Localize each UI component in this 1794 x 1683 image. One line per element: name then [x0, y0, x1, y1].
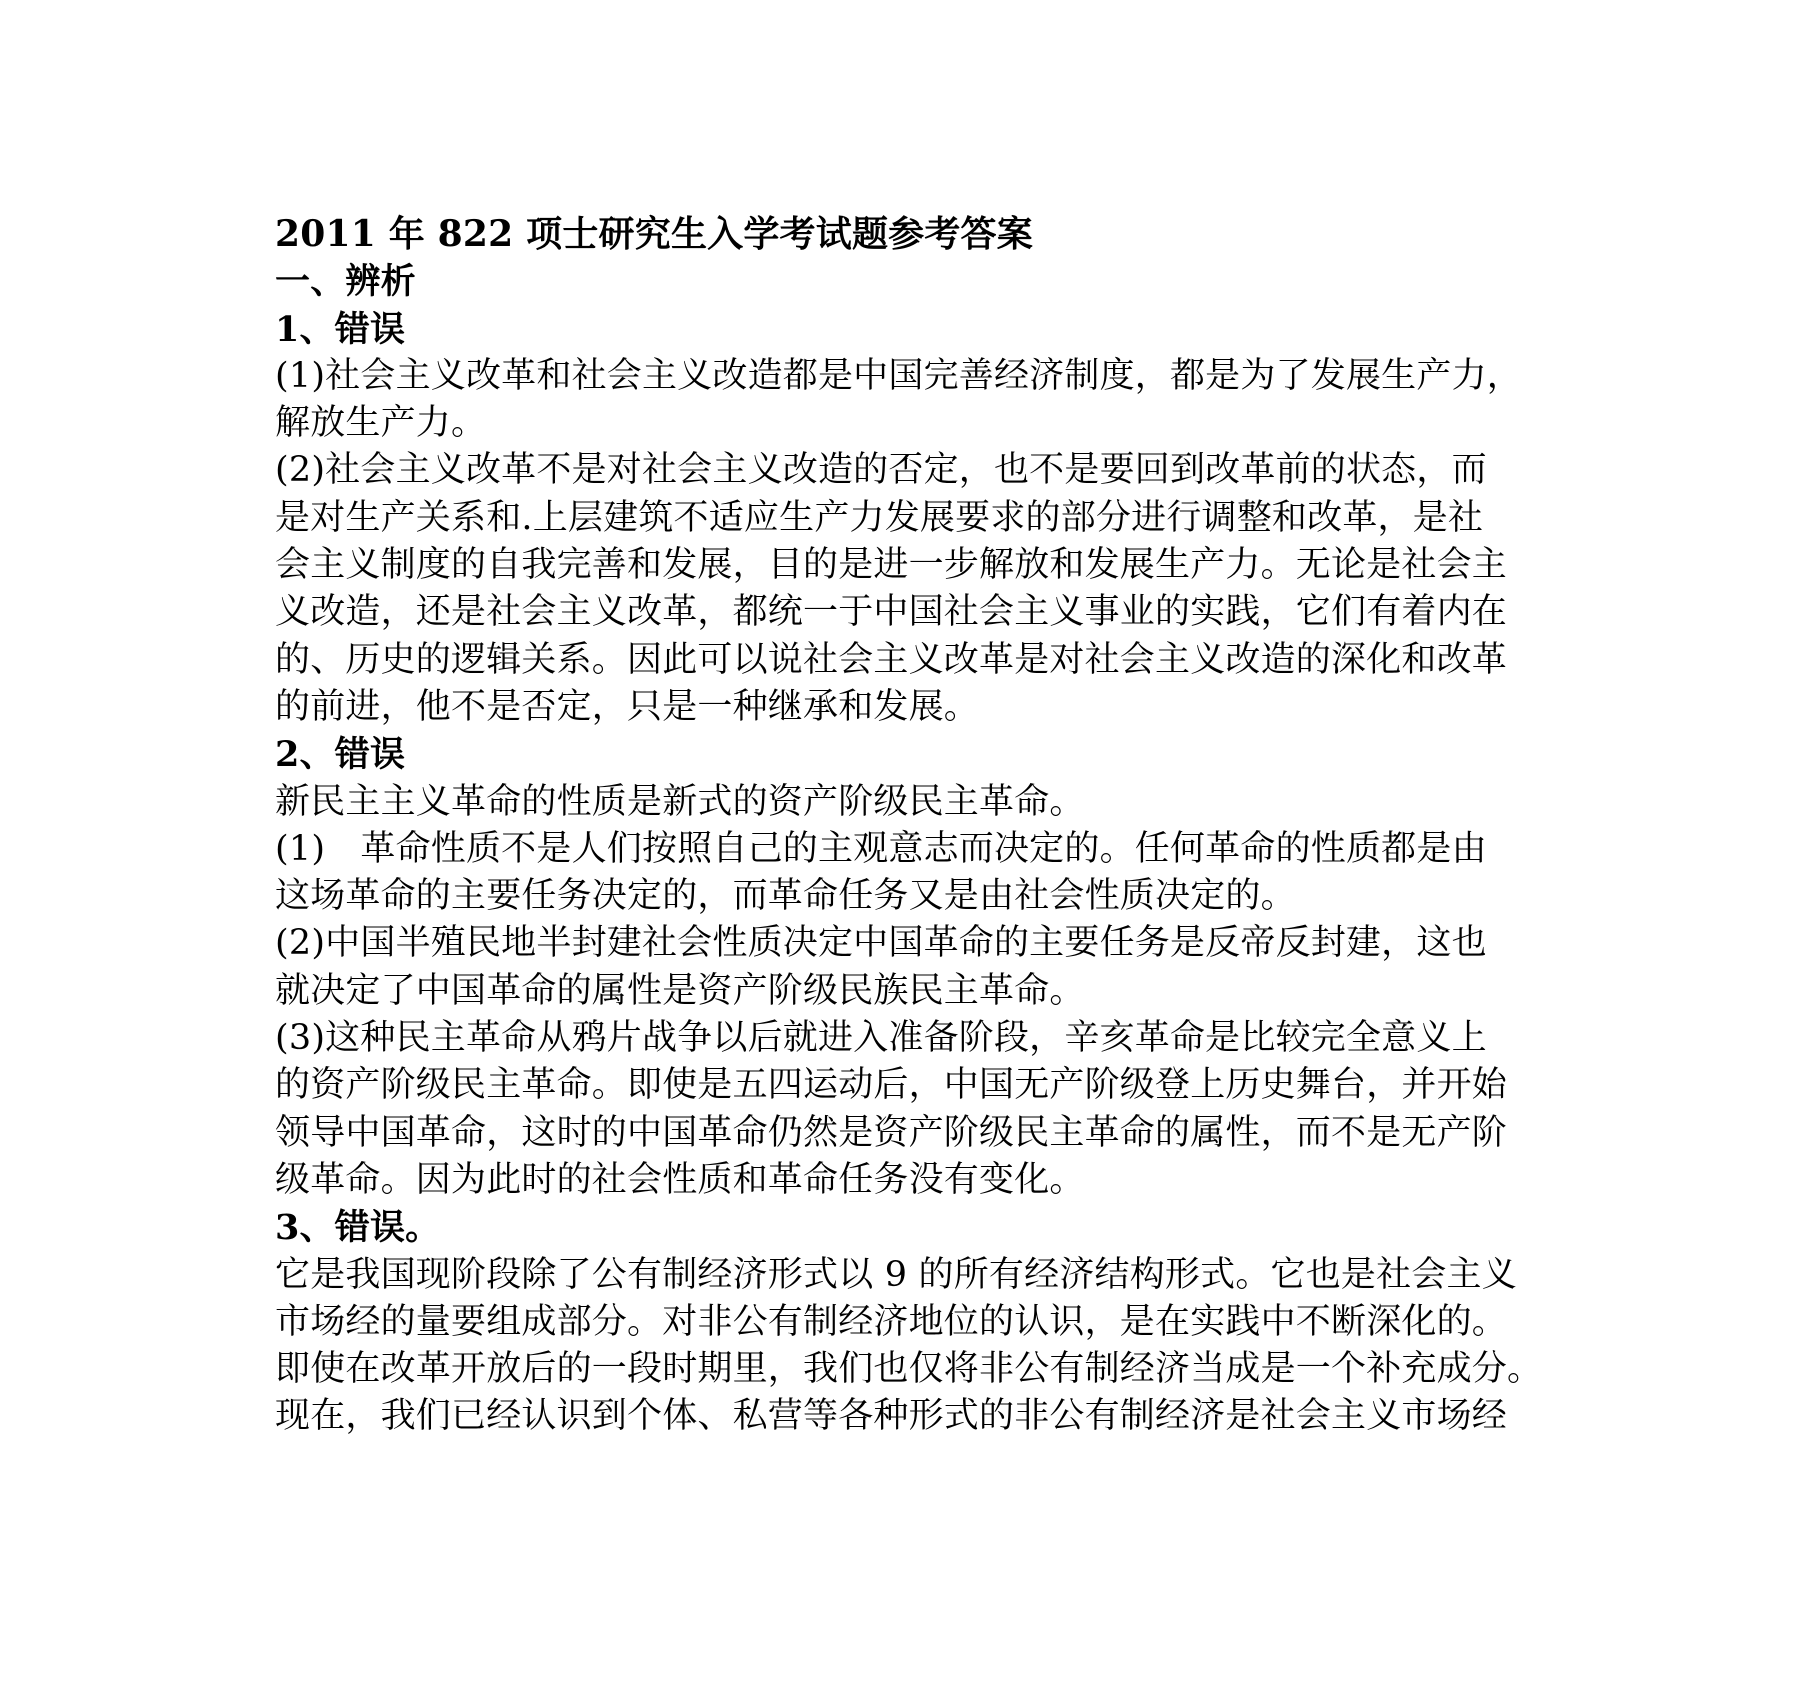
q1-line: 是对生产关系和.上层建筑不适应生产力发展要求的部分进行调整和改革，是社: [275, 497, 1484, 538]
q2-line: 领导中国革命，这时的中国革命仍然是资产阶级民主革命的属性，而不是无产阶: [275, 1112, 1508, 1153]
q2-line: (1) 革命性质不是人们按照自己的主观意志而决定的。任何革命的性质都是由: [275, 828, 1487, 869]
q2-line: (2)中国半殖民地半封建社会性质决定中国革命的主要任务是反帝反封建，这也: [275, 923, 1487, 964]
q3-line: 现在，我们已经认识到个体、私营等各种形式的非公有制经济是社会主义市场经: [275, 1396, 1508, 1437]
document-page: [275, 211, 1543, 1441]
question-2-heading: 2、错误: [275, 734, 406, 776]
q3-line: 市场经的量要组成部分。对非公有制经济地位的认识，是在实践中不断深化的。: [275, 1301, 1508, 1342]
q1-line: 的、历史的逻辑关系。因此可以说社会主义改革是对社会主义改造的深化和改革: [275, 639, 1508, 680]
q1-line: 的前进，他不是否定，只是一种继承和发展。: [275, 686, 980, 727]
section-heading-analysis: 一、辨析: [275, 261, 416, 303]
q1-line: 解放生产力。: [275, 403, 487, 444]
question-1-heading: 1、错误: [275, 308, 406, 350]
q2-line: 的资产阶级民主革命。即使是五四运动后，中国无产阶级登上历史舞台，并开始: [275, 1065, 1508, 1106]
q2-line: 新民主主义革命的性质是新式的资产阶级民主革命。: [275, 781, 1085, 822]
q2-line: (3)这种民主革命从鸦片战争以后就进入准备阶段，辛亥革命是比较完全意义上: [275, 1018, 1487, 1059]
q1-line: (1)社会主义改革和社会主义改造都是中国完善经济制度，都是为了发展生产力，: [275, 355, 1522, 396]
q2-line: 这场革命的主要任务决定的，而革命任务又是由社会性质决定的。: [275, 876, 1296, 917]
q2-line: 级革命。因为此时的社会性质和革命任务没有变化。: [275, 1159, 1085, 1200]
question-3-heading: 3、错误。: [275, 1207, 441, 1249]
q1-line: 会主义制度的自我完善和发展，目的是进一步解放和发展生产力。无论是社会主: [275, 545, 1508, 586]
q3-line: 它是我国现阶段除了公有制经济形式以 9 的所有经济结构形式。它也是社会主义: [275, 1254, 1517, 1295]
document-title: 2011 年 822 项士研究生入学考试题参考答案: [275, 213, 1033, 255]
q1-line: (2)社会主义改革不是对社会主义改造的否定，也不是要回到改革前的状态，而: [275, 450, 1487, 491]
q3-line: 即使在改革开放后的一段时期里，我们也仅将非公有制经济当成是一个补充成分。: [275, 1349, 1543, 1390]
q1-line: 义改造，还是社会主义改革，都统一于中国社会主义事业的实践，它们有着内在: [275, 592, 1508, 633]
q2-line: 就决定了中国革命的属性是资产阶级民族民主革命。: [275, 970, 1085, 1011]
